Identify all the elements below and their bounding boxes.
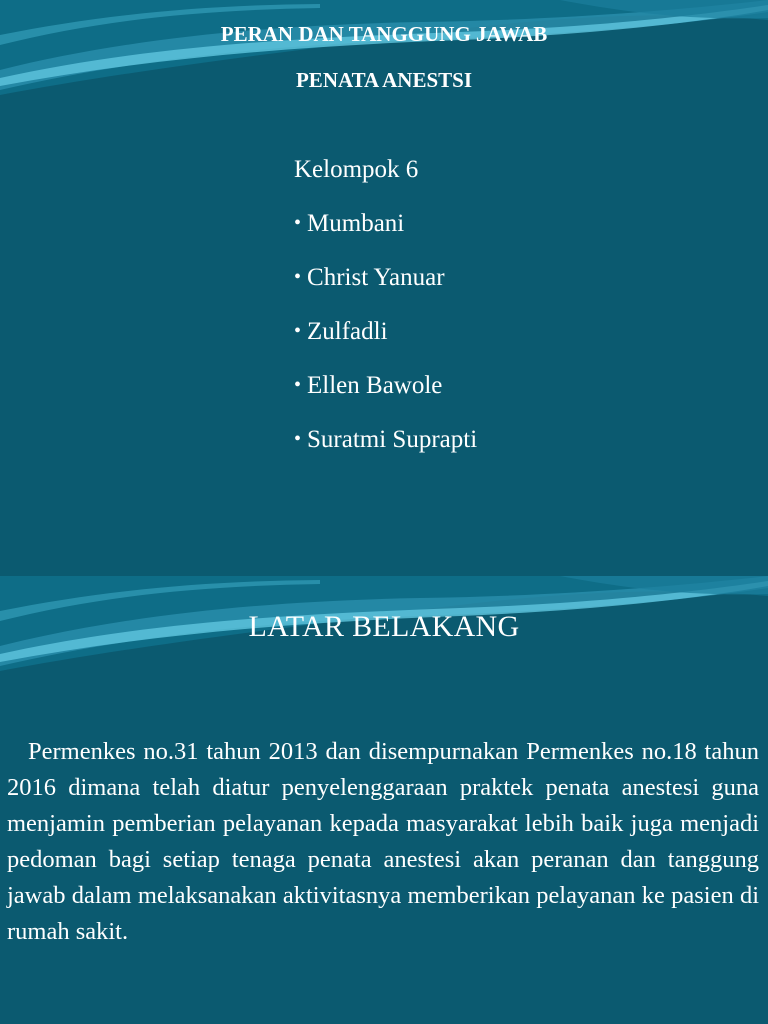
member-name: Ellen Bawole	[307, 372, 443, 399]
group-member-list	[294, 150, 477, 474]
bullet-icon: •	[294, 428, 302, 450]
member-name: Mumbani	[307, 210, 405, 237]
bullet-icon: •	[294, 212, 302, 234]
list-item	[294, 204, 477, 258]
list-item	[294, 312, 477, 366]
group-label: Kelompok 6	[294, 156, 419, 183]
background-paragraph: Permenkes no.31 tahun 2013 dan disempurnakan Permenkes no.18 tahun 2016 dimana telah diatur penyelenggaraan praktek penata anestesi guna menjamin pemberian pelayanan kepada masyarakat lebih baik juga menjadi pedoman bagi setiap tenaga penata anestesi akan peranan dan tanggung jawab dalam melaksanakan aktivitasnya memberikan pelayanan ke pasien di rumah sakit.	[7, 738, 759, 945]
list-item	[294, 366, 477, 420]
slide-2	[0, 576, 768, 1024]
slide-title-line-2: PENATA ANESTSI	[295, 68, 473, 92]
list-item	[294, 258, 477, 312]
bullet-icon: •	[294, 320, 302, 342]
list-item	[294, 420, 477, 474]
section-title: LATAR BELAKANG	[248, 610, 520, 643]
bullet-icon: •	[294, 374, 302, 396]
group-label-item	[294, 150, 477, 204]
member-name: Christ Yanuar	[307, 264, 445, 291]
bullet-icon: •	[294, 266, 302, 288]
member-name: Suratmi Suprapti	[307, 426, 478, 453]
wave-decoration	[0, 576, 768, 716]
slide-title-line-1: PERAN DAN TANGGUNG JAWAB	[220, 22, 548, 46]
member-name: Zulfadli	[307, 318, 388, 345]
